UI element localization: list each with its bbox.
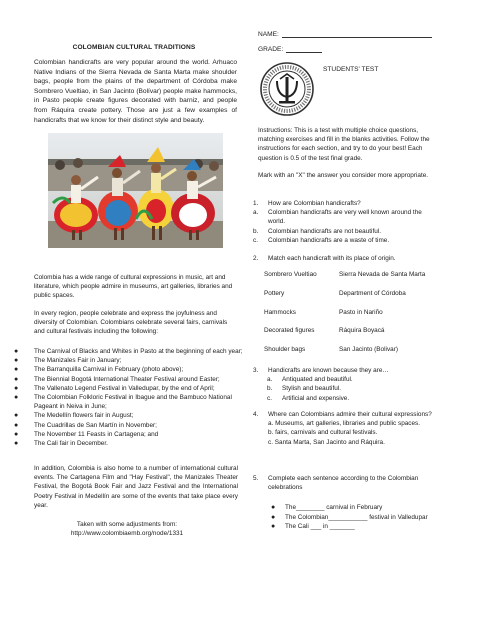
- intro-paragraph: Colombian handicrafts are very popular around the world. Arhuaco Native Indians of the Sierra Nevada de Santa Marta make shoulder bags, people from the plains of the department of Córdoba make Sombrero Vueltiao, in San Jacinto (Bolívar) people make hammocks, in Pasto people create figures decorated with barniz, and people from Ráquira create pottery. Those are just a few examples of handicrafts that we know for their distinct style and beauty.: [34, 59, 237, 124]
- page-title: COLOMBIAN CULTURAL TRADITIONS: [72, 44, 196, 51]
- option-3a[interactable]: a. Antiquated and beautiful.: [267, 376, 353, 384]
- question-5: 5. Complete each sentence according to the Colombian celebrations ● The________ carnival in February ● The Colombian___________ festival in Valledupar ● The Cali ___ in _______: [253, 474, 439, 531]
- instructions-text: Instructions: This is a test with multiple choice questions, matching exercises and fill in the blanks activities. Follow the instructions for each section, and try to do your best! Each question is 0.5 of the test final grade.: [258, 127, 430, 162]
- list-item: ● The Medellín flowers fair in August;: [14, 412, 134, 420]
- bullet-icon: ●: [14, 384, 19, 392]
- fill-blank-item[interactable]: ● The Colombian___________ festival in Valledupar: [271, 513, 428, 521]
- bullet-icon: ●: [14, 412, 19, 420]
- option-3c[interactable]: c. Artificial and expensive.: [267, 394, 350, 402]
- list-item: ● The Biennial Bogotá International Theater Festival around Easter;: [14, 375, 220, 383]
- bullet-icon: ●: [14, 421, 19, 429]
- source-url: http://www.colombiaemb.org/node/1331: [70, 530, 184, 538]
- carnival-dancers-image: [48, 133, 223, 248]
- grade-field[interactable]: GRADE:: [258, 45, 322, 53]
- option-1b[interactable]: b. Colombian handicrafts are not beautiful.: [253, 227, 381, 235]
- bullet-icon: ●: [14, 375, 19, 383]
- option-1c[interactable]: c. Colombian handicrafts are a waste of time.: [253, 236, 390, 244]
- question-4: 4. Where can Colombians admire their cultural expressions? a. Museums, art galleries, libraries and public spaces. b. fairs, carnivals and cultural festivals. c. Santa Marta, San Jacinto and Ráquira.: [253, 410, 439, 447]
- worksheet-page: COLOMBIAN CULTURAL TRADITIONS Colombian handicrafts are very popular around the world. Arhuaco Native Indians of the Sierra Nevada de Santa Marta make shoulder bags, people from the plains of the department of Córdoba make Sombrero Vueltiao, in San Jacinto (Bolívar) people make hammocks, in Pasto people create figures decorated with barniz, and people from Ráquira create pottery. Those are just a few examples of handicrafts that we know for their distinct style and beauty. Colombia has a wide range of cultural expressions in music, art and literature, which people admire in museums, art galleries, libraries and public spaces. In every region, people celebrate and express the joyfulness and diversity of Colombian. Colombians celebrate several fairs, carnivals and cultural festivals including the following: ● The Carnival of Blacks and Whites in Pasto at the beginning of each year; ● The Manizales Fair in January; ● The Barranquilla Carnival in February (photo above); ● The Biennial Bogotá International Theater Festival around Easter; ● The Vallenato Legend Festival in Valledupar, by the end of April; ● The Colombian Folkloric Festival in Ibague and the Bambuco National Pageant in Neiva in June; ● The Medellín flowers fair in August; ● The Cuadrillas de San Martín in November; ● The November 11 Feasts in Cartagena; and ● The Cali fair in December. In addition, Colombia is also home to a number of international cultural events. The Cartagena Film and "Hay Festival", the Manizales Theater Festival, the Bogotá Book Fair and Jazz Festival and the International Poetry Festival in Medellín are some of the events that take place every year. Taken with some adjustments from: http://www.colombiaemb.org/node/1331 NAME: GRADE: STUDENTS' TEST Instructions: This is a test with multiple choice questions, matching exercises and fill in the blanks activities. Follow the instructions for each section, and try to do your best! Each question is 0.5 of the test final grade. Mark with an "X" the answer you consider more appropriate. 1. How are Colombian handicrafts? a. Colombian handicrafts are very well known around the world. b. Colombian handicrafts are not beautiful. c. Colombian handicrafts are a waste of time. 2. Match each handicraft with its place of origin. Sombrero Vueltiao Sierra Nevada de Santa Marta Pottery Department of Córdoba Hammocks Pasto in Nariño Decorated figures Ráquira Boyacá Shoulder bags San Jacinto (Bolivar) 3. Handicrafts are known because they are… a. Antiquated and beautiful. b. Stylish and beautiful. c. Artificial and expensive. 4. Where can Colombians admire their cultural expressions? a. Museums, art galleries, libraries and public spaces. b. fairs, carnivals and cultural festivals. c. Santa Marta, San Jacinto and Ráquira. 5. Complete each sentence according to the Colombian celebrations ● The________ carnival in February ● The Colombian___________ festival in Valledupar ● The Cali ___ in _______: [0, 0, 495, 640]
- option-4a[interactable]: a. Museums, art galleries, libraries and public spaces.: [268, 420, 421, 428]
- question-1: 1. How are Colombian handicrafts? a. Colombian handicrafts are very well known around the world. b. Colombian handicrafts are not beautiful. c. Colombian handicrafts are a waste of time.: [253, 199, 439, 245]
- fill-blank-item[interactable]: ● The Cali ___ in _______: [271, 522, 355, 530]
- test-heading: STUDENTS' TEST: [323, 66, 379, 73]
- bullet-icon: ●: [271, 513, 276, 521]
- list-item: ● The Colombian Folkloric Festival in Ibague and the Bambuco National Pageant in Neiva in June;: [14, 394, 232, 411]
- grade-blank[interactable]: [286, 45, 322, 53]
- list-item: ● The Carnival of Blacks and Whites in Pasto at the beginning of each year;: [14, 348, 243, 355]
- option-1a[interactable]: a. Colombian handicrafts are very well known around the world.: [253, 209, 422, 226]
- bullet-icon: ●: [14, 394, 19, 402]
- list-item: ● The Manizales Fair in January;: [14, 357, 122, 365]
- question-3: 3. Handicrafts are known because they are… a. Antiquated and beautiful. b. Stylish and beautiful. c. Artificial and expensive.: [253, 366, 439, 403]
- bullet-icon: ●: [14, 440, 19, 448]
- mark-instruction: Mark with an "X" the answer you consider more appropriate.: [258, 172, 429, 179]
- question-2: 2. Match each handicraft with its place of origin.: [253, 255, 396, 262]
- fill-blanks-list: [253, 503, 439, 531]
- culture-paragraph: Colombia has a wide range of cultural expressions in music, art and literature, which people admire in museums, art galleries, libraries and public spaces.: [34, 274, 233, 300]
- bullet-icon: ●: [14, 348, 19, 355]
- list-item: ● The Barranquilla Carnival in February (photo above);: [14, 366, 184, 374]
- list-item: ● The Vallenato Legend Festival in Valledupar, by the end of April;: [14, 384, 215, 392]
- bullet-icon: ●: [14, 430, 19, 438]
- celebrations-paragraph: In every region, people celebrate and express the joyfulness and diversity of Colombian. Colombians celebrate several fairs, carnivals and cultural festivals including the following:: [34, 310, 228, 336]
- option-3b[interactable]: b. Stylish and beautiful.: [267, 385, 341, 393]
- bullet-icon: ●: [14, 366, 19, 374]
- international-events-paragraph: In addition, Colombia is also home to a number of international cultural events. The Cartagena Film and "Hay Festival", the Manizales Theater Festival, the Bogotá Book Fair and Jazz Festival and the International Poetry Festival in Medellín are some of the events that take place every year.: [34, 465, 238, 509]
- name-blank[interactable]: [282, 30, 432, 38]
- name-field[interactable]: NAME:: [258, 30, 432, 38]
- school-seal-icon: [259, 61, 315, 117]
- option-4c[interactable]: c. Santa Marta, San Jacinto and Ráquira.: [268, 438, 385, 446]
- bullet-icon: ●: [271, 522, 276, 530]
- list-item: ● The Cuadrillas de San Martín in November;: [14, 421, 157, 429]
- list-item: ● The November 11 Feasts in Cartagena; and: [14, 430, 159, 438]
- fill-blank-item[interactable]: ● The________ carnival in February: [271, 504, 383, 512]
- bullet-icon: ●: [271, 504, 276, 512]
- bullet-icon: ●: [14, 357, 19, 365]
- option-4b[interactable]: b. fairs, carnivals and cultural festivals.: [268, 429, 378, 437]
- carnival-photo: [48, 133, 223, 248]
- festivals-list: [14, 347, 244, 448]
- list-item: ● The Cali fair in December.: [14, 440, 108, 448]
- source-citation: Taken with some adjustments from: http://www.colombiaemb.org/node/1331: [34, 520, 220, 539]
